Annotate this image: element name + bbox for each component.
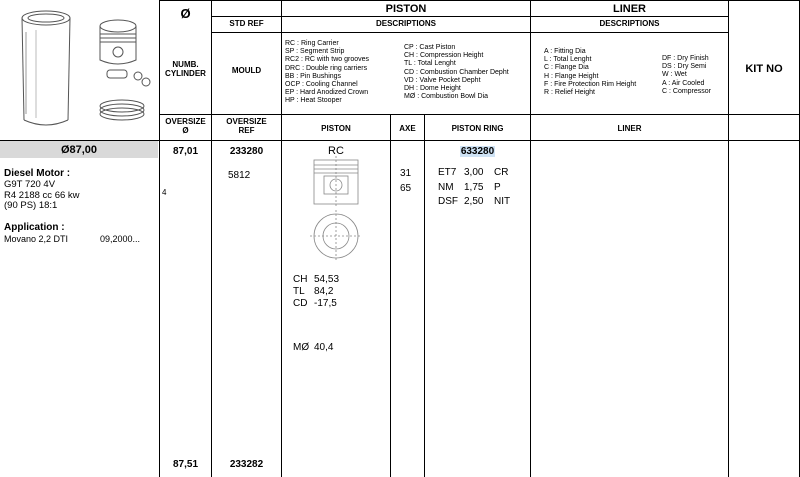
cylinder-kit-image — [4, 2, 158, 136]
ring-list — [438, 166, 510, 210]
axe-values — [400, 166, 411, 196]
ring-value: 3,00 — [464, 167, 484, 178]
engine-specs — [4, 180, 80, 212]
piston-title: PISTON — [385, 3, 427, 15]
legend-item: RC2 : RC with two grooves — [285, 56, 370, 64]
grid-line — [159, 0, 800, 1]
spec-value: 84,2 — [314, 286, 334, 297]
liner-title: LINER — [613, 3, 646, 15]
application-model: Movano 2,2 DTI — [4, 234, 69, 244]
ring-value: 2,50 — [464, 196, 484, 207]
legend-item: C : Flange Dia — [544, 64, 589, 72]
axe-value: 31 — [400, 168, 412, 179]
piston-column-header: PISTON — [321, 124, 351, 133]
piston-legend-left — [285, 40, 369, 106]
spec-value: 40,4 — [314, 342, 334, 353]
oversize-ref-header: OVERSIZE REF — [226, 117, 267, 135]
legend-item: OCP : Cooling Channel — [285, 81, 358, 89]
liner-descriptions-header: DESCRIPTIONS — [599, 19, 660, 28]
ring-row — [438, 166, 510, 181]
legend-item: BB : Pin Bushings — [285, 72, 342, 80]
legend-item: HP : Heat Stooper — [285, 97, 342, 105]
spec-value: -17,5 — [314, 298, 337, 309]
grid-line — [390, 115, 391, 477]
legend-item: A : Fitting Dia — [544, 48, 586, 55]
piston-type: RC — [328, 145, 344, 157]
kit-no-header: KIT NO — [745, 63, 783, 75]
spec-row — [293, 274, 339, 286]
diameter-symbol-header: Ø — [180, 6, 191, 21]
grid-line — [211, 16, 728, 17]
axe-column-header: AXE — [399, 124, 416, 133]
legend-item: VD : Valve Pocket Depht — [404, 76, 481, 84]
spec-row — [293, 286, 339, 298]
legend-item: CD : Combustion Chamber Depht — [404, 68, 509, 76]
spec-key: CD — [293, 298, 308, 309]
engine-label: Diesel Motor : — [4, 168, 71, 179]
piston-legend-right — [404, 44, 509, 101]
legend-item: A : Air Cooled — [662, 79, 705, 87]
spec-key: MØ — [293, 342, 310, 353]
ring-code: NM — [438, 181, 454, 193]
legend-item: CH : Compression Height — [404, 52, 484, 60]
ring-code: ET7 — [438, 167, 457, 178]
engine-line: (90 PS) 18:1 — [4, 200, 58, 211]
application-label: Application : — [4, 222, 65, 233]
legend-item: W : Wet — [662, 71, 687, 79]
cylinder-count: 4 — [162, 188, 167, 197]
grid-line — [530, 0, 531, 477]
ring-type: P — [494, 181, 501, 193]
liner-legend-right — [662, 55, 711, 96]
axe-value: 65 — [400, 183, 412, 194]
application-date: 09,2000... — [100, 234, 141, 244]
spec-key: TL — [293, 286, 305, 297]
grid-line — [281, 0, 282, 477]
legend-item: L : Total Lenght — [544, 56, 592, 64]
ring-value: 1,75 — [464, 181, 484, 193]
ring-row — [438, 195, 510, 210]
ring-code: DSF — [438, 196, 458, 207]
legend-item: F : Fire Protection Rim Height — [544, 80, 637, 88]
piston-ref: 233280 — [229, 146, 264, 157]
mould-value: 5812 — [228, 170, 251, 181]
legend-item: C : Compressor — [662, 87, 712, 95]
grid-line — [424, 115, 425, 477]
piston-ring-column-header: PISTON RING — [451, 124, 504, 133]
legend-item: SP : Segment Strip — [285, 48, 345, 56]
ring-type: NIT — [494, 196, 511, 207]
legend-item: H : Flange Height — [544, 72, 599, 80]
legend-item: DH : Dome Height — [404, 85, 461, 93]
legend-item: DRC : Double ring carriers — [285, 64, 368, 72]
oversize-value: 87,01 — [172, 146, 199, 157]
legend-item: DF : Dry Finish — [662, 55, 709, 62]
piston-descriptions-header: DESCRIPTIONS — [375, 19, 436, 28]
legend-item: R : Relief Height — [544, 89, 595, 97]
std-ref-header: STD REF — [229, 19, 264, 28]
ring-ref-cell — [425, 146, 530, 157]
liner-legend-left — [544, 48, 636, 97]
piston-ref: 233282 — [229, 459, 264, 470]
piston-drawing-icon — [304, 156, 368, 268]
grid-line — [211, 32, 728, 33]
grid-line — [159, 114, 800, 115]
legend-item: CP : Cast Piston — [404, 44, 456, 51]
oversize-value: 87,51 — [172, 459, 199, 470]
legend-item: DS : Dry Semi — [662, 63, 707, 71]
ring-row — [438, 181, 510, 196]
oversize-diam-header: OVERSIZE Ø — [165, 117, 206, 135]
legend-item: TL : Total Lenght — [404, 60, 456, 68]
numb-cylinder-header: NUMB. CYLINDER — [165, 60, 206, 78]
ring-ref[interactable]: 633280 — [460, 146, 495, 157]
diameter-value: Ø87,00 — [60, 144, 98, 156]
legend-item: RC : Ring Carrier — [285, 40, 339, 47]
piston-specs — [293, 274, 339, 310]
spec-row — [293, 298, 339, 310]
engine-line: G9T 720 4V — [4, 179, 56, 190]
liner-column-header: LINER — [617, 124, 642, 133]
ring-type: CR — [494, 167, 509, 178]
mould-header: MOULD — [231, 66, 262, 75]
spec-key: CH — [293, 274, 308, 285]
legend-item: EP : Hard Anodized Crown — [285, 89, 369, 97]
bowl-dia — [293, 342, 333, 353]
spec-value: 54,53 — [314, 274, 340, 285]
legend-item: MØ : Combustion Bowl Dia — [404, 93, 489, 101]
engine-line: R4 2188 cc 66 kw — [4, 189, 80, 201]
